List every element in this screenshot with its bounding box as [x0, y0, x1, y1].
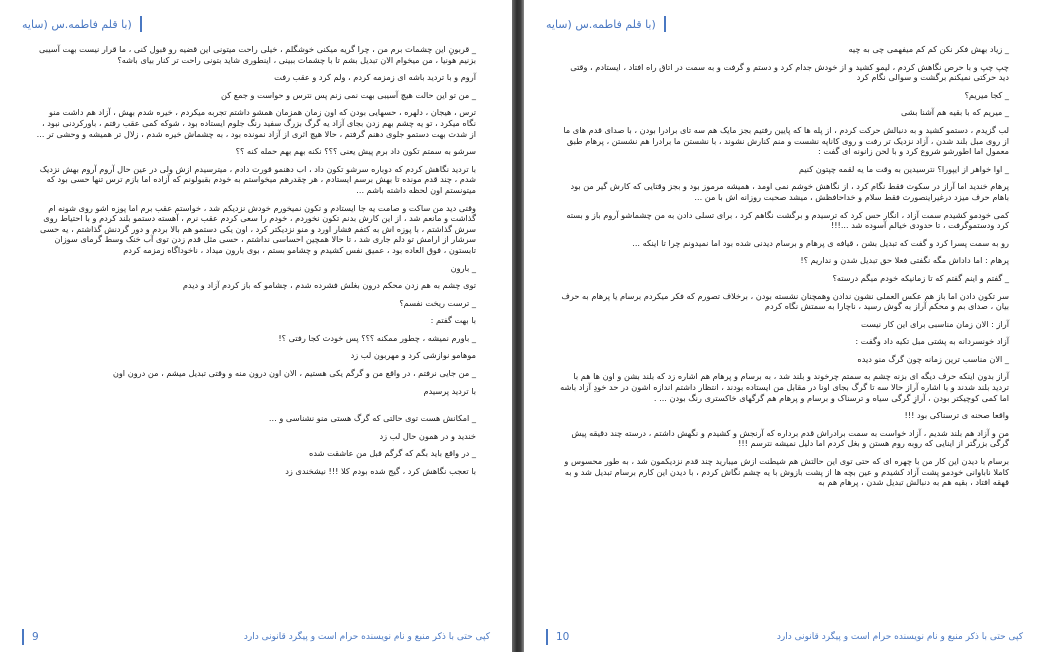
header-accent-bar [140, 16, 142, 32]
paragraph: _ کجا میریم؟ [964, 89, 1009, 100]
right-page-header [546, 14, 1023, 34]
paragraph: چپ چپ و با حرص نگاهش کردم ، لیمو کشید و از خودش جدام کرد و دستم و گرفت و به سمت در اتاق راه افتاد ، ایستادم ، وقتی دید حرکتی نمیکنم برگشت و سوالی نگام کرد [570, 61, 1009, 83]
paragraph [34, 403, 476, 413]
paragraph: _ من تو این حالت هیچ آسیبی بهت نمی زنم پس نترس و حواست و جمع کن [221, 89, 476, 100]
paragraph: پرهام خندید اما آراز در سکوت فقط نگام کرد ، از نگاهش خوشم نمی اومد ، همیشه مرموز بود و بجز وقتایی که کارش گیر من بود باهام حرف میزد درغیراینصورت فقط سلام و خداحافظش ، میشد صحبت روزانه اش با من ... [570, 181, 1009, 202]
paragraph: آروم و با تردید باشه ای زمزمه کردم ، ولم کرد و عقب رفت [274, 72, 476, 83]
paragraph: _ الان مناسب ترین زمانه چون گرگ منو دیده [857, 353, 1009, 364]
copyright-notice: کپی حتی با ذکر منبع و نام نویسنده حرام است و پیگرد قانونی دارد [776, 632, 1023, 642]
left-page-footer [22, 629, 490, 645]
left-page-body [34, 44, 476, 618]
paragraph: _ بارون [450, 262, 476, 273]
author-header: (با قلم فاطمه.س (سایه [546, 17, 656, 31]
paragraph: رو به سمت پسرا کرد و گفت که تبدیل بشن ، قیافه ی پرهام و برسام دیدنی شده بود اما نمیدونم چرا تا اینکه ... [632, 237, 1009, 248]
paragraph: توی چشم به هم زدن محکم درون بغلش فشرده شدم ، چشامو که باز کردم آزاد و دیدم [182, 280, 476, 291]
paragraph: واقعا صحنه ی ترسناکی بود !!! [904, 410, 1009, 421]
paragraph: _ ترست ریخت نفسم؟ [399, 297, 476, 308]
paragraph: پرهام : اما داداش مگه نگفتی فعلا حق تبدیل شدن و نداریم ؟! [800, 255, 1009, 266]
paragraph: _ در واقع باید بگم که گرگم قبل من عاشقت شده [309, 448, 476, 459]
paragraph: کمی خودمو کشیدم سمت آزاد ، انگار حس کرد که ترسیدم و برگشت نگاهم کرد ، برای تسلی دادن به من چشماشو آروم باز و بسته کرد ودستموگرفت ، تا حدودی خیالم آسوده شد ...!!! [566, 209, 1009, 231]
paragraph: با تردید پرسیدم [423, 385, 476, 396]
footer-accent-bar [22, 629, 24, 645]
left-page-header [22, 14, 490, 34]
header-accent-bar [664, 16, 666, 32]
paragraph: سرشو به سمتم تکون داد برم پیش یعنی ؟؟؟ نکنه بهم بهم حمله کنه ؟؟ [235, 146, 476, 157]
paragraph: _ من جایی نرفتم ، در واقع من و گرگم یکی هستیم ، الان اون درون منه و وقتی تبدیل میشم ، من درون اون [112, 368, 476, 379]
footer-accent-bar [546, 629, 548, 645]
paragraph: _ قربونِ این چشمات برم من ، چرا گریه میکنی خوشگلم ، خیلی راحت میتونی این قضیه رو قبول کنی ، ما قرار نیست بهت آسیبی بزنیم هونیا ، من میخوام الان تبدیل بشم تا با چشمات ببینی ، اینطوری شاید بتونی راحت تر کنار بیای باشه؟ [38, 44, 476, 65]
paragraph: _ زیاد بهش فکر نکن کم کم میفهمی چی به چیه [848, 44, 1009, 54]
book-gutter [512, 0, 524, 652]
right-page-body [558, 44, 1009, 618]
paragraph: سر تکون دادن اما باز هم عکس العملی نشون ندادن وهمچنان نشسته بودن ، برخلاف تصورم که فکر میکردم برسام یا پرهام به حرف بیان ، صدای بم و محکم آراز به گوش رسید ، ناچارا به سمتش نگاه کردم [561, 290, 1009, 312]
left-page [0, 0, 512, 652]
right-page [524, 0, 1045, 652]
paragraph: آراز بدون اینکه حرف دیگه ای بزنه چشم به سمتم چرخوند و بلند شد ، به برسام و پرهام هم اشاره زد که بلند بشن و اون ها هم با تردید بلند شدند و با اشاره آراز حالا سه تا گرگ بجای اونا در مقابل من ایستاده بودند ، انتظار داشتم اندازه اشون در حد خودِ آزاد باشه اما کمی کوچیکتر بودن ، آرازِ گرگی سیاه و ترسناک و برسام و پرهام هم گرگهای خاکستری رنگ بودن ... . [560, 371, 1009, 403]
paragraph: آراز : الان زمان مناسبی برای این کار نیست [860, 318, 1009, 329]
paragraph: من و آزاد هم بلند شدیم ، آزاد خواست به سمت برادراش قدم برداره که آرنجش و کشیدم و نگهش داشتم ، درسته چند دقیقه پیش گرگی بزرگتر از اینایی که روبه روم هستن و بغل کردم اما دلیل نمیشه نترسم !!! [571, 427, 1009, 449]
paragraph: موهامو نوازشی کرد و مهربون لب زد [350, 350, 476, 361]
paragraph: آزاد خونسردانه به پشتی مبل تکیه داد وگفت : [855, 336, 1009, 347]
paragraph: _ امکانش هست توی حالتی که گرگ هستی منو نشناسی و ... [268, 413, 476, 424]
paragraph: وقتی دید من ساکت و صامت یه جا ایستادم و تکون نمیخورم خودش نزدیکم شد ، خواستم عقب برم اما پوزه اشو روی شونه ام گذاشت و مانعم شد ، از این کارش بدنم تکون نخوردم ، خودم را سعی کردم عقب نرم ، آهسته دستمو بلند کردم و با احتیاط روی سرش گذاشتم ، با پوزه اش به کتفم فشار اورد و منو نزدیکتر کرد ، اون یکی دستمو هم بالا بردم و دور گردنش گذاشتم ، یه حسی سرشار از ارامش تو دلم جاری شد ، تا حالا همچین احساسی نداشتم ، حسی مثل قدم زدن توی آب خنک وسط گرمای سوزان تابستون ، فوق العاده بود ، عمیق نفس کشیدم و چشامو بستم ، بوی بارون میداد ، ناخوداگاه زمزمه کردم [40, 202, 476, 255]
paragraph: _ اوا خواهر از ایپورا؟ نترسیدین به وقت ما یه لقمه چپتون کنیم [798, 163, 1009, 174]
paragraph: با بهت گفتم : [430, 315, 476, 326]
paragraph: برسام با دیدن این کار من با چهره ای که حتی توی این حالتش هم شیطنت ازش میبارید چند قدم نزدیکمون شد ، به طور محسوس و کاملا ناباوانی خودمو پشت آزاد کشیدم و عین بچه ها از پشت بازوش با یه چشم نگاش کردم ، با دیدن این کارم برسام تبدیل شد و به قهقه افتاد ، بقیه هم به دنبالش تبدیل شدن ، پرهام هم به [564, 456, 1009, 488]
page-number: 9 [32, 631, 39, 643]
right-page-footer [546, 629, 1023, 645]
page-number: 10 [556, 631, 570, 643]
paragraph: با تردید نگاهش کردم که دوباره سرشو تکون داد ، اب دهنمو قورت دادم ، میترسیدم ازش ولی در عین حال آروم آروم بهش نزدیک شدم ، چند قدم مونده تا بهش برسم ایستادم ، هر چقدرهم میخواستم به خودم بقبولونم که آزاده اما بازم ترس تنها حسی بود که میتونستم اون لحظه داشته باشم ... [39, 163, 476, 195]
author-header: (با قلم فاطمه.س (سایه [22, 17, 132, 31]
paragraph: _ باورم نمیشه ، چطور ممکنه ؟؟؟ پس خودت کجا رفتی ؟! [278, 332, 476, 343]
copyright-notice: کپی حتی با ذکر منبع و نام نویسنده حرام است و پیگرد قانونی دارد [243, 632, 490, 642]
paragraph: لب گزیدم ، دستمو کشید و به دنبالش حرکت کردم ، از پله ها که پایین رفتیم بجز مایک هم سه تای برادرا بودن ، با صدای قدم های ما از روی مبل بلند شدن ، آزاد نزدیک تر رفت و روی کاناپه نشست و منم کنارش نشوند ، با نشستن ما برادرا هم نشستن ، پرهام طبق معمول اما اطورشو شروع کرد و با لحن زانونه ای گفت : [563, 124, 1009, 157]
paragraph: _ میریم که با بقیه هم آشنا بشی [900, 107, 1009, 118]
paragraph: با تعجب نگاهش کرد ، گیج شده بودم کلا !!! نیشخندی زد [285, 466, 476, 477]
paragraph: ترس ، هیجان ، دلهره ، حسهایی بودن که اون زمان همزمان همشو داشتم تجربه میکردم ، خیره شدم بهش ، آزاد هم داشت منو نگاه میکرد ، تو یه چشم بهم زدن بجای آزاد یه گرگ بزرگ سفید رنگ جلوم ایستاده بود ، شوکه کمی عقب رفتم ، باورکردنی نبود ، از شدت بهت دستمو جلوی دهنم گرفتم ، حالا هیچ اثری از آزاد نمونده بود ، به چشماش خیره شدم ، زلال تر همیشه و وحشی تر ... [36, 107, 476, 139]
paragraph: خندید و در همون حال لب زد [379, 430, 476, 441]
paragraph: _ گفتم و اینم گفتم که تا زمانیکه خودم میگم درسته؟ [832, 272, 1009, 283]
